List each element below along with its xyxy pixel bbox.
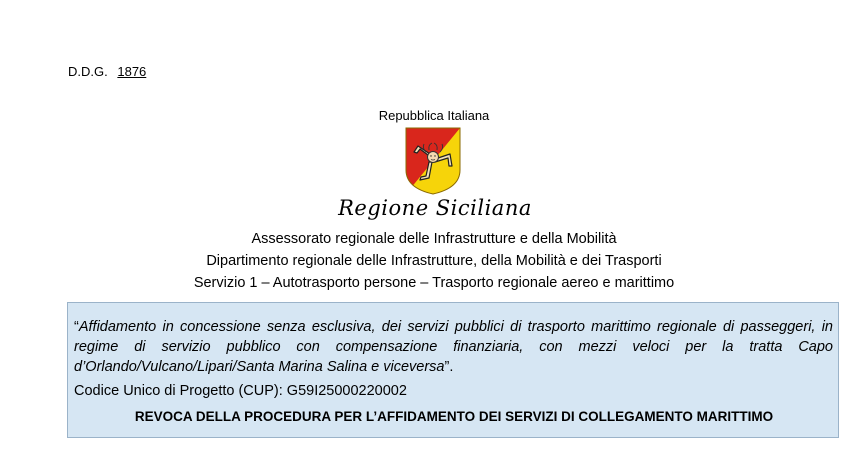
close-quote: ”. <box>444 359 454 375</box>
cup-initial-p: P <box>179 383 190 399</box>
cup-nico: nico di <box>133 383 180 399</box>
subject-text <box>74 317 833 377</box>
cup-initial-c: C <box>74 383 85 399</box>
open-quote: “ <box>74 319 79 335</box>
cup-odice: odice <box>84 383 124 399</box>
subject-italic: Affidamento in concessione senza esclusiva, dei servizi pubblici di trasporto marittimo regionale di passeggeri, in regime di servizio pubblico con compensazione finanziaria, con mezzi veloci per la tratta Capo d’Orlando/Vulcano/Lipari/Santa Marina Salina e viceversa <box>74 319 833 375</box>
department-line-dipartimento: Dipartimento regionale delle Infrastrutture, della Mobilità e dei Trasporti <box>206 253 662 269</box>
republic-heading: Repubblica Italiana <box>378 108 490 123</box>
ddg-number: 1876 <box>117 64 147 79</box>
cup-code <box>74 383 407 399</box>
department-line-servizio: Servizio 1 – Autotrasporto persone – Trasporto regionale aereo e marittimo <box>193 275 675 291</box>
cup-initial-u: U <box>123 383 134 399</box>
revocation-heading: REVOCA DELLA PROCEDURA PER L’AFFIDAMENTO DEI SERVIZI DI COLLEGAMENTO MARITTIMO <box>134 409 774 424</box>
cup-rest: rogetto (CUP): G59I25000220002 <box>189 383 407 399</box>
trinacria-emblem-icon <box>404 126 462 196</box>
subject-box <box>67 302 839 438</box>
department-line-assessorato: Assessorato regionale delle Infrastrutture e della Mobilità <box>251 231 617 247</box>
ddg-label: D.D.G. <box>68 64 108 79</box>
decree-number <box>68 64 147 79</box>
region-name: Regione Siciliana <box>338 196 532 220</box>
